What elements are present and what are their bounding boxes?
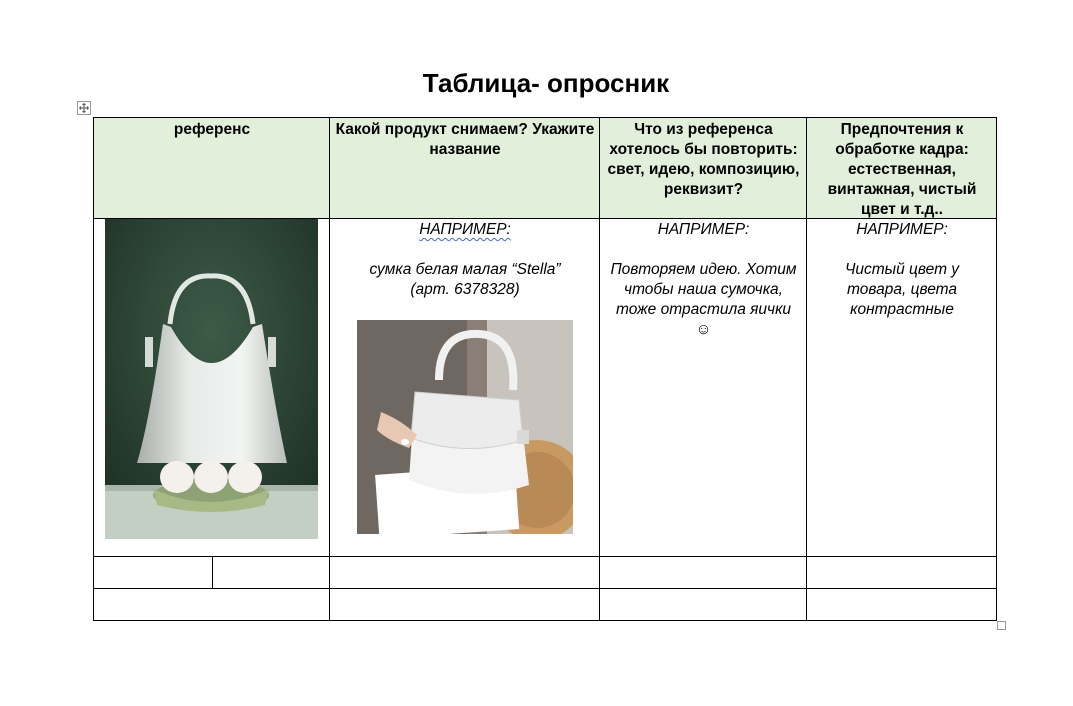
table-border bbox=[93, 218, 997, 219]
processing-cell bbox=[807, 218, 997, 556]
table-cell-empty[interactable] bbox=[600, 556, 807, 588]
processing-example-label: НАПРИМЕР: bbox=[856, 221, 948, 238]
repeat-cell bbox=[600, 218, 807, 556]
table-cell-empty[interactable] bbox=[807, 588, 997, 620]
header-processing: Предпочтения к обработке кадра: естественная, винтажная, чистый цвет и т.д.. bbox=[807, 118, 997, 218]
repeat-example-label: НАПРИМЕР: bbox=[657, 221, 750, 238]
table-border bbox=[806, 117, 807, 621]
table-border bbox=[996, 117, 997, 621]
table-cell-empty[interactable] bbox=[330, 556, 600, 588]
table-resize-handle[interactable] bbox=[997, 621, 1006, 630]
table-border bbox=[93, 117, 997, 118]
processing-text: Чистый цвет у товара, цвета контрастные bbox=[844, 261, 960, 318]
table-cell-empty[interactable] bbox=[213, 556, 330, 588]
page-title: Таблица- опросник bbox=[422, 68, 670, 98]
table-border bbox=[212, 556, 213, 588]
table-move-handle[interactable] bbox=[77, 101, 91, 115]
table-border bbox=[599, 117, 600, 621]
table-border bbox=[93, 620, 997, 621]
table-border bbox=[93, 117, 94, 621]
repeat-text: Повторяем идею. Хотим чтобы наша сумочка, тоже отрастила яички ☺ bbox=[610, 261, 797, 338]
table-cell-empty[interactable] bbox=[600, 588, 807, 620]
product-article: (арт. 6378328) bbox=[410, 281, 520, 298]
table-border bbox=[93, 556, 997, 557]
product-example-label: НАПРИМЕР: bbox=[419, 221, 511, 238]
table-cell-empty[interactable] bbox=[330, 588, 600, 620]
header-reference: референс bbox=[94, 118, 330, 218]
header-product: Какой продукт снимаем? Укажите название bbox=[330, 118, 600, 218]
header-repeat: Что из референса хотелось бы повторить: свет, идею, композицию, реквизит? bbox=[600, 118, 807, 218]
table-cell-empty[interactable] bbox=[94, 588, 330, 620]
reference-photo bbox=[105, 219, 318, 539]
product-name: сумка белая малая “Stella” bbox=[369, 261, 561, 278]
table-border bbox=[329, 117, 330, 621]
move-icon bbox=[79, 103, 89, 113]
table-cell-empty[interactable] bbox=[94, 556, 213, 588]
table-cell-empty[interactable] bbox=[807, 556, 997, 588]
product-photo bbox=[357, 320, 573, 534]
table-border bbox=[93, 588, 997, 589]
